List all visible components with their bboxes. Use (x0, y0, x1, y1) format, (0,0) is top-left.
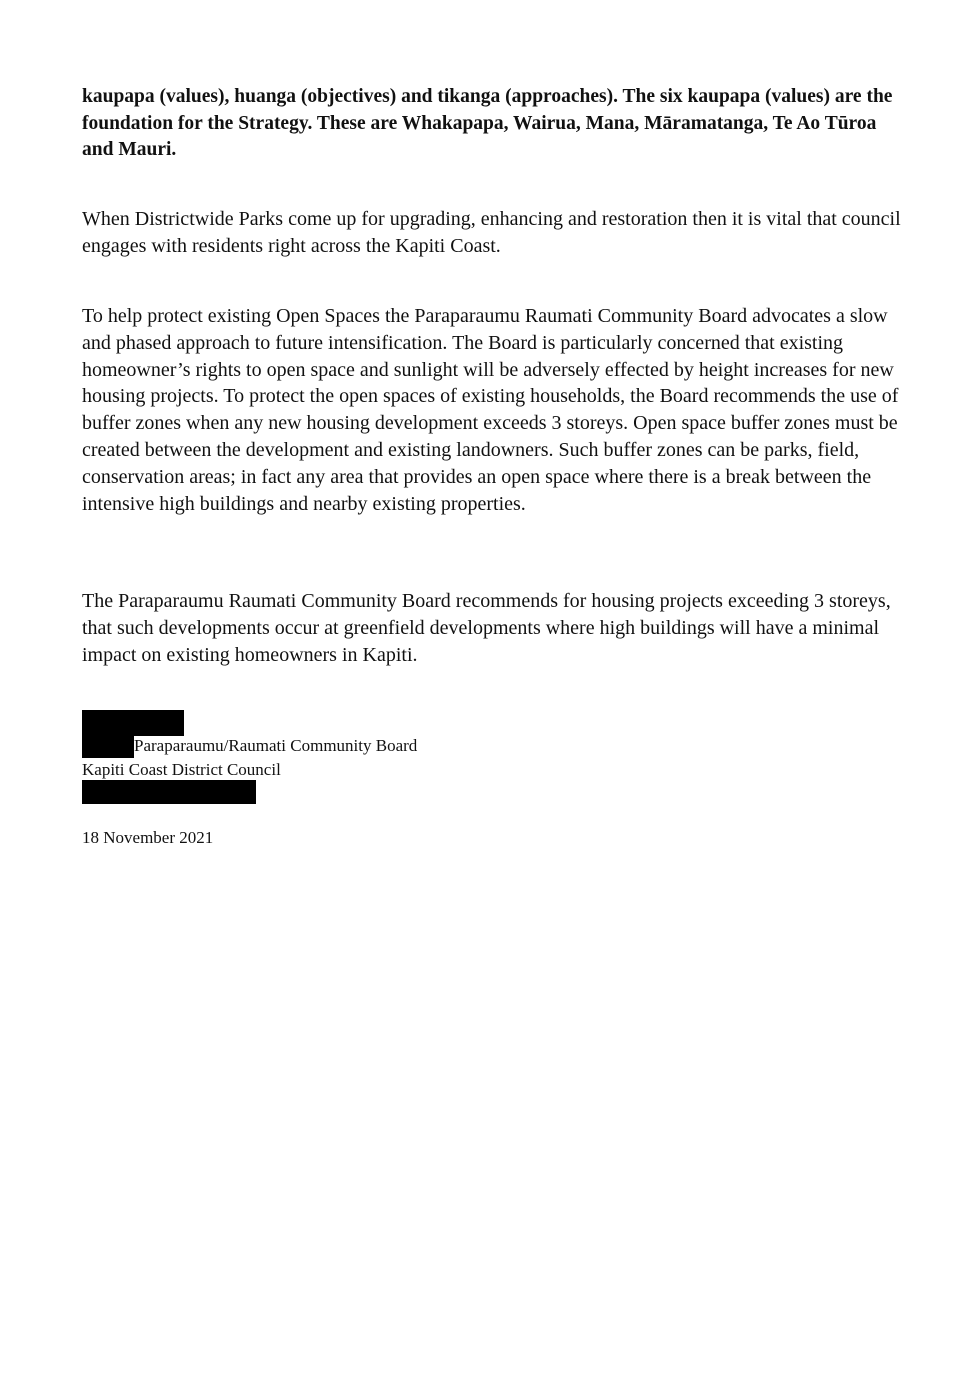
paragraph-parks-engagement: When Districtwide Parks come up for upgrading, enhancing and restoration then it is vital that council engages with residents right across the Kapiti Coast. (82, 208, 901, 257)
signature-board-name: Paraparaumu/Raumati Community Board (134, 736, 418, 755)
redaction-contact (82, 780, 256, 804)
redaction-name (82, 710, 184, 736)
paragraph-buffer-zones: To help protect existing Open Spaces the Paraparaumu Raumati Community Board advocates a slow and phased approach to future intensification. The Board is particularly concerned that existing homeowner’s rights to open space and sunlight will be adversely effected by height increases for new housing projects. To protect the open spaces of existing households, the Board recommends the use of buffer zones when any new housing development exceeds 3 storeys. Open space buffer zones must be created between the development and existing landowners. Such buffer zones can be parks, field, conservation areas; in fact any area that provides an open space where there is a break between the intensive high buildings and nearby existing properties. (82, 305, 899, 515)
intro-bold-paragraph: kaupapa (values), huanga (objectives) and tikanga (approaches). The six kaupapa (values) are the foundation for the Strategy. These are Whakapapa, Wairua, Mana, Māramatanga, Te Ao Tūroa and Mauri. (82, 86, 893, 160)
redaction-title (82, 734, 134, 758)
signature-council-name: Kapiti Coast District Council (82, 760, 281, 779)
paragraph-greenfield: The Paraparaumu Raumati Community Board recommends for housing projects exceeding 3 storeys, that such developments occur at greenfield developments where high buildings will have a minimal impact on existing homeowners in Kapiti. (82, 590, 891, 666)
document-date: 18 November 2021 (82, 828, 214, 847)
